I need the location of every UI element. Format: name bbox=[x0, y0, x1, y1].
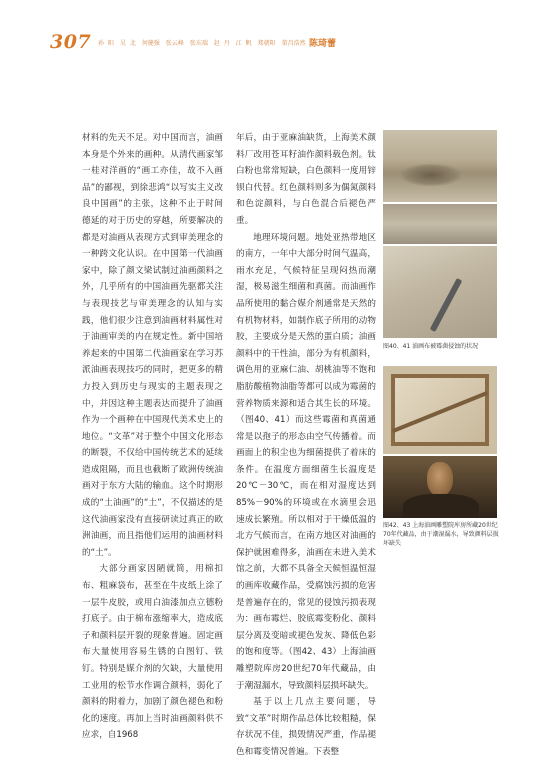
portrait-coat bbox=[403, 494, 479, 518]
page-header bbox=[0, 0, 552, 62]
mold-stain bbox=[401, 164, 461, 186]
author-list: 孙 阳 吴 北 何健强 张云峰 张东瑞 赵 丹 江 帆 郑朝阳 董昌浩然 bbox=[98, 40, 306, 47]
paragraph: 基于以上几点主要问题，导致“文革”时期作品总体比较粗糙，保存状况不佳，损毁情况严重，作品褪色和霉变情况普遍。下表整 bbox=[236, 697, 376, 757]
damaged-frame-photo bbox=[383, 366, 497, 454]
paragraph: 地理环境问题。地处亚热带地区的南方，一年中大部分时间气温高，雨水充足，气候特征呈现闷热而潮湿，极易滋生细菌和真菌。而油画作品所使用的黏合媒介剂通常是天然的有机物材料，如制作底子所用的动物胶，主要成分是天然的蛋白质；油画颜料中的干性油，部分为有机颜料，调色用的亚麻仁油、胡桃油等不饱和脂肪酸植物油脂等都可以成为霉菌的营养物质来源和适合其生长的环境。（图40、41）而这些霉菌和真菌通常是以孢子的形态由空气传播着。而画面上的积尘也为细菌提供了着床的条件。在温度方面细菌生长温度是20℃－30℃，而在相对湿度达到85%－90%的环境或在水滴里会迅速成长繁殖。所以相对于干燥低温的北方气候而言，在南方地区对油画的保护就困难得多，油画在未进入美术馆之前，大都不具备全天候恒温恒湿的画库收藏作品，受腐蚀污损的危害是普遍存在的，常见的侵蚀污损表现为：画布霉烂、胶底霉变粉化、颜料层分离及变暗或褪色发灰、降低色彩的饱和度等。（图42、43）上海油画雕塑院库房20世纪70年代藏品，由于潮湿漏水，导致颜料层损坏缺失。 bbox=[236, 232, 376, 691]
figure-caption-42-43: 图42、43 上海油画雕塑院库房所藏20世纪70年代藏品，由于潮湿漏水，导致颜料层损坏缺失 bbox=[383, 522, 499, 547]
palette-knife-photo bbox=[383, 246, 497, 338]
paragraph: 年后，由于亚麻油缺货，上海美术颜料厂改用苍耳籽油作颜料载色剂。钛白粉也常常短缺，白色颜料一度用锌钡白代替。红色颜料则多为偶氮颜料和色淀颜料，与白色混合后褪色严重。 bbox=[236, 133, 376, 226]
damaged-portrait-photo bbox=[383, 456, 497, 518]
figure-caption-40-41: 图40、41 油画布被霉菌侵蚀的状况 bbox=[383, 343, 479, 350]
paragraph: 大部分画家因陋就简，用棉扣布、粗麻袋布，甚至在牛皮纸上涂了一层牛皮胶，或用白油漆加点立德粉打底子。由于棉布涨缩率大，造成底子和颜料层开裂的现象普遍。固定画布大量使用容易生锈的白图钉、铁钉。特别是媒介剂的欠缺，大量使用工业用的松节水作调合颜料，弱化了颜料的附着力，加剧了颜色褪色和粉化的速度。再加上当时油画颜料供不应求，自1968 bbox=[82, 564, 223, 741]
page-number: 307 bbox=[50, 31, 92, 53]
knife-blade bbox=[430, 278, 463, 332]
mold-canvas-detail-photo bbox=[383, 204, 497, 244]
text-column-1 bbox=[82, 130, 223, 744]
mold-canvas-photo bbox=[383, 130, 497, 202]
highlighted-author: 陈琦蕾 bbox=[309, 39, 337, 49]
paragraph: 材料的先天不足。对中国而言，油画本身是个外来的画种。从清代画家邹一桂对洋画的“画工亦佳，故不入画品”的鄙视，到徐悲鸿“以写实主义改良中国画”的主张，这种不止于时间德延的对于历史的穿越，所要解决的都是对油画从表现方式到审美理念的一种跨文化认识。在中国第一代油画家中，除了颜文梁试制过油画颜料之外，几乎所有的中国油画先驱都关注与表现技艺与审美理念的认知与实践，他们很少注意到油画材料属性对于油画审美的内在规定性。新中国培养起来的中国第二代油画家在学习苏派油画表现技巧的同时，把更多的精力投入到历史与现实的主题表现之中，并因这种主题表达而提升了油画作为一个画种在中国现代美术史上的地位。“文革”对于整个中国文化形态的断裂，不仅给中国传统艺术的延续造成阻隔，而且也截断了欧洲传统油画对于东方大陆的输血。这个时期形成的“土油画”的“土”，不仅描述的是这代油画家没有直接研读过真正的欧洲油画，而且指他们运用的油画材料的“土”。 bbox=[82, 133, 223, 558]
portrait-face bbox=[427, 462, 453, 496]
text-column-2 bbox=[236, 130, 376, 761]
